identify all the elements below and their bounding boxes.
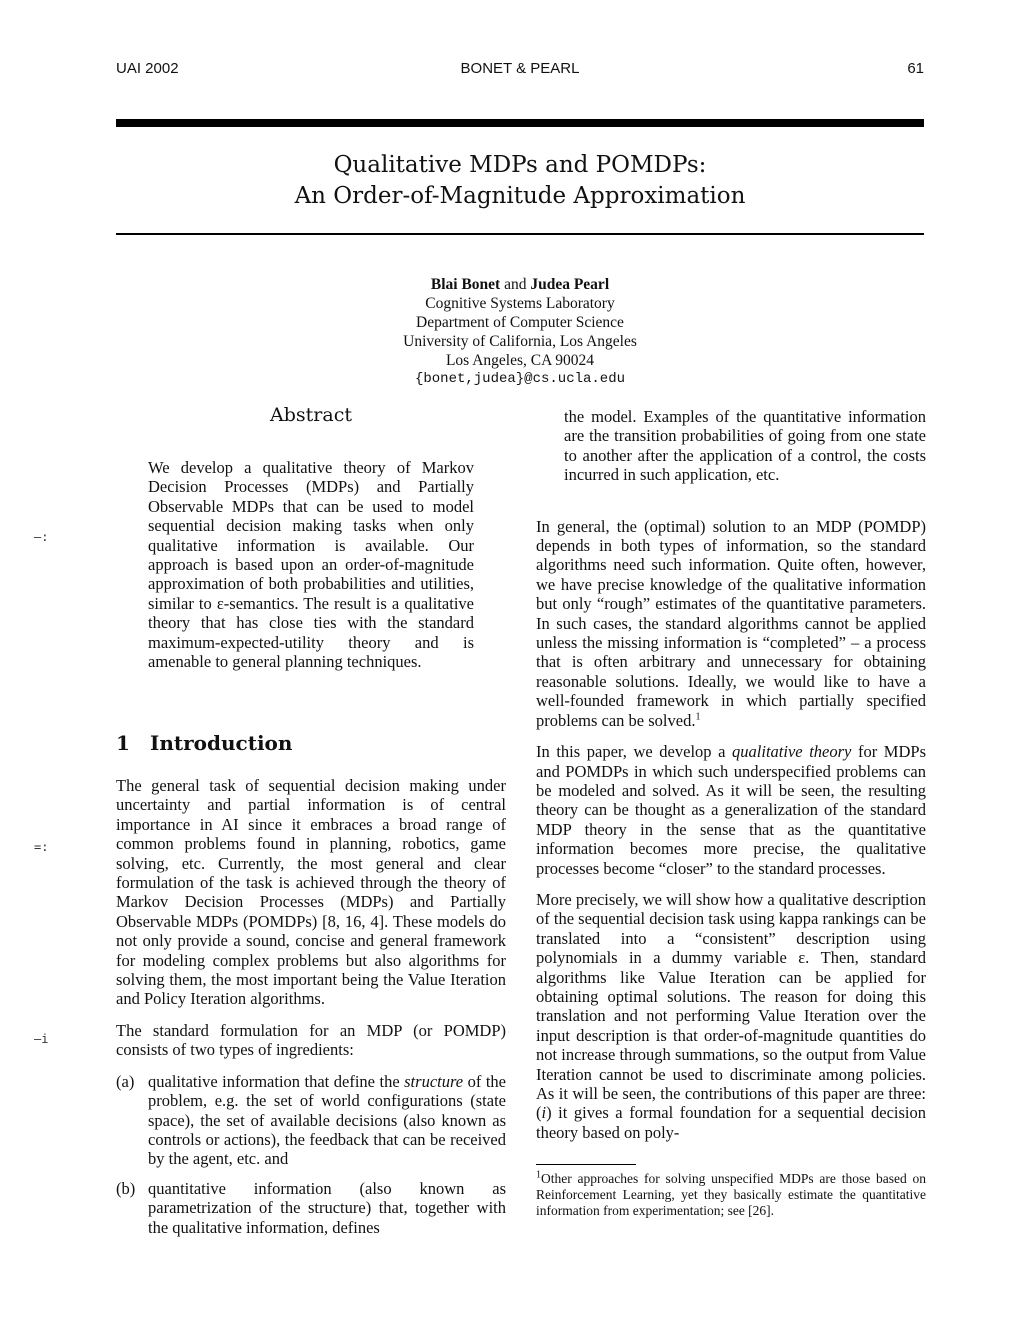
footnote	[536, 1171, 926, 1219]
title-bottom-rule	[116, 233, 924, 235]
margin-mark-1: –:	[34, 530, 49, 544]
affil-city: Los Angeles, CA 90024	[445, 352, 595, 369]
affil-department: Department of Computer Science	[416, 314, 624, 331]
margin-mark-3: –i	[34, 1032, 49, 1046]
author-affiliation	[330, 275, 710, 389]
title-line-1: Qualitative MDPs and POMDPs:	[333, 152, 707, 178]
abstract-text: We develop a qualitative theory of Markov Decision Processes (MDPs) and Partially Observable MDPs that can be used to model sequential decision making tasks when only qualitative information is available. Our approach is based upon an order-of-magnitude approximation of both probabilities and utilities, similar to ε-semantics. The result is a qualitative theory that has close ties with the standard maximum-expected-utility theory and is amenable to general planning techniques.	[148, 458, 474, 672]
left-column	[116, 776, 506, 1247]
section-heading-introduction	[116, 731, 506, 755]
list-item-b-text: quantitative information (also known as parametrization of the structure) that, together with the qualitative information, defines	[148, 1178, 506, 1237]
author-2: Judea Pearl	[530, 276, 610, 293]
intro-paragraph-5-emphasis: i	[541, 1103, 547, 1123]
intro-paragraph-3	[536, 517, 926, 730]
list-item-b	[116, 1179, 506, 1237]
paper-title	[116, 150, 924, 212]
list-item-b-label: (b)	[116, 1178, 136, 1198]
intro-paragraph-4	[536, 742, 926, 878]
list-item-a	[116, 1072, 506, 1169]
list-item-a-label: (a)	[116, 1071, 135, 1091]
author-and: and	[504, 276, 527, 293]
footnote-mark: 1	[536, 1169, 541, 1181]
author-1: Blai Bonet	[430, 276, 501, 293]
list-item-b-continuation: the model. Examples of the quantitative information are the transition probabilities of going from one state to another after the application of a control, the costs incurred in such application, etc.	[564, 407, 926, 485]
ingredient-list	[116, 1072, 506, 1237]
title-line-2: An Order-of-Magnitude Approximation	[294, 183, 746, 209]
footnote-rule	[536, 1164, 636, 1165]
intro-paragraph-4-pre: In this paper, we develop a	[536, 742, 733, 762]
header-venue: UAI 2002	[116, 60, 179, 77]
running-header	[116, 60, 924, 82]
affil-email: {bonet,judea}@cs.ucla.edu	[414, 371, 626, 387]
author-names	[330, 275, 710, 294]
list-item-a-text-pre: qualitative information that define the	[148, 1071, 405, 1091]
affil-university: University of California, Los Angeles	[403, 333, 637, 350]
intro-paragraph-4-post: for MDPs and POMDPs in which such underspecified problems can be modeled and solved. As it will be seen, the resulting theory can be thought as a generalization of the standard MDP theory in the sense that as the quantitative information becomes more precise, the qualitative processes become “closer” to the standard processes.	[536, 742, 926, 878]
header-authors: BONET & PEARL	[460, 60, 580, 77]
margin-mark-2: =:	[34, 840, 49, 854]
footnote-text: Other approaches for solving unspecified MDPs are those based on Reinforcement Learning, yet they basically estimate the quantitative information from experimentation; see [26].	[536, 1171, 926, 1219]
footnote-reference: 1	[695, 711, 701, 723]
abstract-heading: Abstract	[270, 404, 352, 426]
intro-paragraph-4-emphasis: qualitative theory	[732, 742, 852, 762]
list-item-a-text-post: of the problem, e.g. the set of world configurations (state space), the set of available decisions (also known as controls or actions), the feedback that can be received by the agent, etc. and	[148, 1071, 506, 1169]
intro-paragraph-5	[536, 890, 926, 1142]
intro-paragraph-5-pre: More precisely, we will show how a qualitative description of the sequential decision task using kappa rankings can be translated into a “consistent” description using polynomials in a dummy variable ε. Then, standard algorithms like Value Iteration can be applied for obtaining optimal solutions. The reason for doing this translation and not performing Value Iteration over the input description is that order-of-magnitude quantities do not increase through summations, so the output from Value Iteration cannot be used to discriminate among policies. As it will be seen, the contributions of this paper are three: (	[536, 889, 926, 1123]
intro-paragraph-5-post: ) it gives a formal foundation for a sequential decision theory based on poly-	[536, 1103, 926, 1142]
intro-paragraph-2: The standard formulation for an MDP (or POMDP) consists of two types of ingredients:	[116, 1020, 506, 1060]
right-column	[536, 407, 926, 1219]
affil-lab: Cognitive Systems Laboratory	[425, 295, 615, 312]
title-top-rule	[116, 119, 924, 127]
intro-paragraph-3-text: In general, the (optimal) solution to an MDP (POMDP) depends in both types of information, so the standard algorithms need such information. Quite often, however, we have precise knowledge of the qualitative information but only “rough” estimates of the quantitative parameters. In such cases, the standard algorithms cannot be applied unless the missing information is “completed” – a process that is often arbitrary and unnecessary for obtaining reasonable solutions. Ideally, we would like to have a well-founded framework in which partially specified problems can be solved.	[536, 516, 926, 730]
section-title: Introduction	[150, 731, 293, 755]
header-page-number: 61	[907, 60, 924, 77]
section-number: 1	[116, 731, 130, 755]
list-item-a-emphasis: structure	[404, 1071, 464, 1091]
intro-paragraph-1: The general task of sequential decision making under uncertainty and partial information is of central importance in AI since it embraces a broad range of common problems found in planning, robotics, game solving, etc. Currently, the most general and clear formulation of the task is achieved through the theory of Markov Decision Processes (MDPs) and Partially Observable MDPs (POMDPs) [8, 16, 4]. These models do not only provide a sound, concise and general framework for modeling complex problems but also algorithms for solving them, the most important being the Value Iteration and Policy Iteration algorithms.	[116, 776, 506, 1009]
